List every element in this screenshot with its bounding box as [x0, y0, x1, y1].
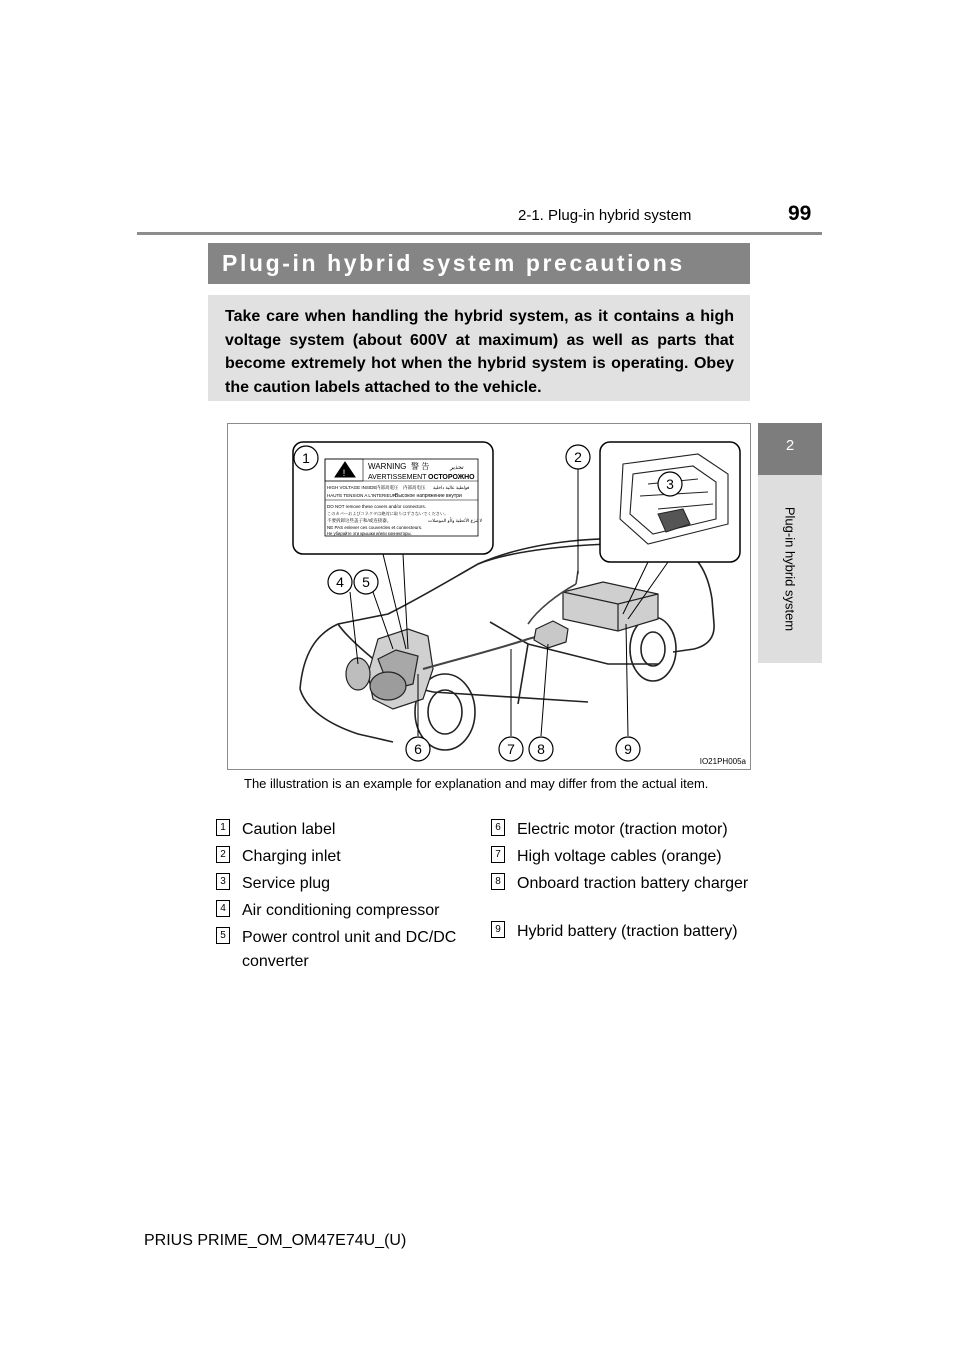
legend-number: 3	[216, 873, 230, 890]
label-hv-ru: Высокое напряжение внутри	[395, 493, 462, 499]
legend-number: 2	[216, 846, 230, 863]
label-warning-jp: 警 告	[411, 462, 430, 471]
caution-label-inset	[293, 442, 493, 649]
intro-text: Take care when handling the hybrid system, as it contains a high voltage system (about 600V at maximum) as well as parts that become extremely hot when the hybrid system is operating. Obey the caution labels attached to the vehicle.	[225, 308, 734, 396]
legend-label: Charging inlet	[242, 848, 341, 865]
figure-frame	[227, 423, 751, 770]
legend-label: High voltage cables (orange)	[517, 848, 722, 865]
legend-number: 8	[491, 873, 505, 890]
legend-number: 9	[491, 921, 505, 938]
legend-number: 6	[491, 819, 505, 836]
callout-9-label: 9	[624, 741, 632, 757]
label-warning-ar: تحذير	[450, 465, 464, 471]
callout-1-label: 1	[302, 450, 310, 466]
legend-label: Electric motor (traction motor)	[517, 821, 728, 838]
label-line-3: 不要拆卸这些盖子和/或连接器。	[327, 518, 392, 523]
section-heading: 2-1. Plug-in hybrid system	[518, 207, 692, 224]
figure-caption: The illustration is an example for explanation and may differ from the actual item.	[244, 776, 709, 791]
label-line-1: DO NOT remove these covers and/or connectors.	[327, 504, 426, 509]
intro-box	[208, 295, 750, 401]
chapter-title: Plug-in hybrid system	[782, 506, 798, 632]
label-line-4: NE PAS enlever ces couvercles et connecteurs.	[327, 525, 423, 530]
label-ostorozhno: ОСТОРОЖНО	[428, 474, 475, 481]
chapter-number: 2	[785, 437, 795, 454]
label-line-5: Не убирайте эти крышки и/или коннекторы.	[327, 531, 412, 536]
label-hv-inside: HIGH VOLTAGE INSIDE	[327, 485, 377, 490]
label-haute-tension: HAUTE TENSION A L'INTERIEUR	[327, 493, 397, 498]
legend-label: Hybrid battery (traction battery)	[517, 923, 738, 940]
label-line-3-ar: لا تنزع الأغطية و/أو الموصلات	[428, 518, 483, 523]
label-hv-jp: 内部高電圧	[376, 485, 399, 490]
legend-number: 4	[216, 900, 230, 917]
page-title: Plug-in hybrid system precautions	[222, 250, 685, 276]
car-outline	[300, 539, 714, 742]
callout-8-label: 8	[537, 741, 545, 757]
warning-symbol: !	[342, 468, 346, 478]
legend-label: Onboard traction battery charger	[517, 875, 749, 892]
legend-number: 1	[216, 819, 230, 836]
label-warning: WARNING	[368, 462, 407, 471]
callout-5-label: 5	[362, 574, 370, 590]
legend-label: Caution label	[242, 821, 336, 838]
hybrid-battery	[563, 582, 658, 631]
legend-number: 5	[216, 927, 230, 944]
onboard-charger	[534, 621, 568, 648]
vehicle-illustration	[228, 424, 750, 769]
page-number: 99	[788, 202, 812, 225]
engine-components	[346, 629, 433, 709]
label-hv-ar: فولطية عالية داخلية	[433, 485, 470, 490]
header-rule	[137, 232, 822, 235]
label-hv-cn: 内部高电压	[403, 485, 426, 490]
label-avertissement: AVERTISSEMENT	[368, 474, 427, 481]
callout-7-label: 7	[507, 741, 515, 757]
callout-2-label: 2	[574, 449, 582, 465]
label-line-2: このカバーおよびコネクタは絶対に取りはずさないでください。	[327, 511, 449, 516]
title-bar	[208, 243, 750, 284]
callout-4-label: 4	[336, 574, 344, 590]
callout-3-label: 3	[666, 476, 674, 492]
callout-6-label: 6	[414, 741, 422, 757]
legend-label: Service plug	[242, 875, 331, 892]
footer-doc-id: PRIUS PRIME_OM_OM47E74U_(U)	[144, 1232, 407, 1249]
legend-number: 7	[491, 846, 505, 863]
legend-label: Air conditioning compressor	[242, 902, 440, 919]
figure-id: IO21PH005a	[699, 757, 746, 766]
legend-label: Power control unit and DC/DC converter	[242, 929, 457, 970]
